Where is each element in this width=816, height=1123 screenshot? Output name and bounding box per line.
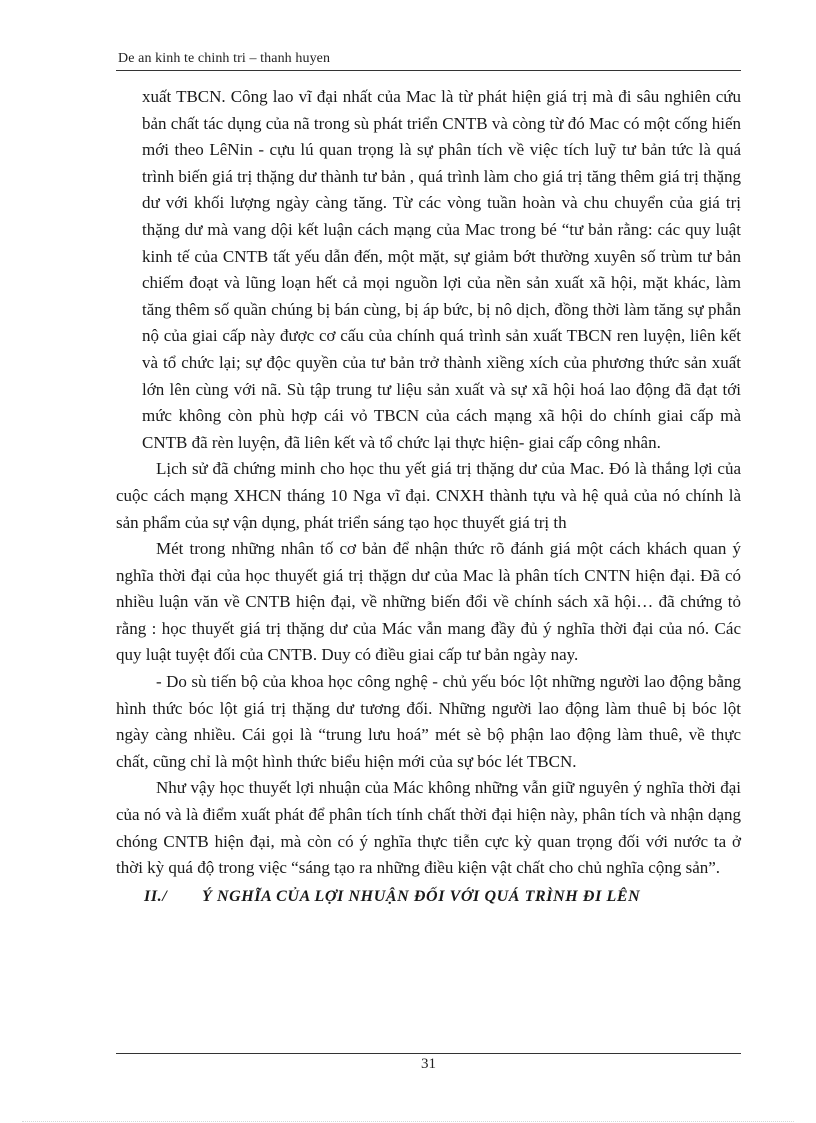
body-paragraph: Lịch sử đã chứng minh cho học thu yết giá trị thặng dư của Mac. Đó là thắng lợi của cuộc cách mạng XHCN tháng 10 Nga vĩ đại. CNXH thành tựu và hệ quả của nó chính là sản phẩm của sự vận dụng, phát triển sáng tạo học thuyết giá trị th xyxy=(116,459,741,532)
page-header xyxy=(116,50,741,71)
page-number: 31 xyxy=(421,1056,436,1072)
section-number: II./ xyxy=(144,887,168,905)
body-paragraph: Mét trong những nhân tố cơ bản để nhận thức rõ đánh giá một cách khách quan ý nghĩa thời đại của học thuyết giá trị thặgn dư của Mac là phân tích CNTN hiện đại. Đã có nhiều luận văn về CNTB hiện đại, về những biến đổi về chính sách xã hội… đã chứng tỏ rằng : học thuyết giá trị thặng dư của Mác vẫn mang đầy đủ ý nghĩa thời đại của nó. Các quy luật tuyệt đối của CNTB. Duy có điều giai cấp tư bản ngày nay. xyxy=(116,539,741,665)
footer-divider xyxy=(116,1053,741,1054)
page-body xyxy=(116,84,741,910)
body-paragraph-continued: xuất TBCN. Công lao vĩ đại nhất của Mac là từ phát hiện giá trị mà đi sâu nghiên cứu bản chất tác dụng của nã trong sù phát triển CNTB và còng từ đó Mac có một cống hiến mới theo LêNin - cựu lú quan trọng là sự phân tích về việc tích luỹ tư bản tức là quá trình biến giá trị thặng dư thành tư bản , quá trình làm cho giá trị tăng thêm giá trị thặng dư với khối lượng ngày càng tăng. Từ các vòng tuần hoàn và chu chuyển của giá trị thặng dư mà vang dội kết luận cách mạng của Mac trong bé “tư bản rằng: các quy luật kinh tế của CNTB tất yếu dẫn đến, một mặt, sự giảm bớt thường xuyên số trùm tư bản chiếm đoạt và lũng loạn hết cả mọi nguồn lợi của nền sản xuất xã hội, mặt khác, làm tăng thêm số quần chúng bị bán cùng, bị áp bức, bị nô dịch, đồng thời làm tăng sự phẫn nộ của giai cấp này được cơ cấu của chính quá trình sản xuất TBCN ren luyện, liên kết và tổ chức lại; sự độc quyền của tư bản trở thành xiềng xích của phương thức sản xuất lớn lên cùng với nã. Sù tập trung tư liệu sản xuất và sự xã hội hoá lao động đã đạt tới mức không còn phù hợp cái vỏ TBCN của cách mạng xã hội do chính giai cấp mà CNTB đã rèn luyện, đã liên kết và tổ chức lại thực hiện- giai cấp công nhân. xyxy=(142,87,741,452)
document-title: De an kinh te chinh tri – thanh huyen xyxy=(118,51,331,66)
body-paragraph: - Do sù tiến bộ của khoa học công nghệ - chủ yếu bóc lột những người lao động bằng hình thức bóc lột giá trị thặng dư tương đối. Những người lao động làm thuê bị bóc lột ngày càng nhiều. Cái gọi là “trung lưu hoá” mét sè bộ phận lao động làm thuê, về thực chất, cũng chỉ là một hình thức biểu hiện mới của sự bóc lét TBCN. xyxy=(116,672,741,771)
section-title: Ý NGHĨA CỦA LỢI NHUẬN ĐỐI VỚI QUÁ TRÌNH ĐI LÊN xyxy=(202,887,641,905)
section-heading xyxy=(116,884,741,911)
body-paragraph: Như vậy học thuyết lợi nhuận của Mác không những vẫn giữ nguyên ý nghĩa thời đại của nó và là điểm xuất phát để phân tích tính chất thời đại hiện này, phân tích và nhận dạng chóng CNTB hiện đại, mà còn có ý nghĩa thực tiễn cực kỳ quan trọng đối với nước ta ở thời kỳ quá độ trong việc “sáng tạo ra những điều kiện vật chất cho chủ nghĩa cộng sản”. xyxy=(116,778,741,878)
page-edge-divider xyxy=(22,1121,794,1122)
